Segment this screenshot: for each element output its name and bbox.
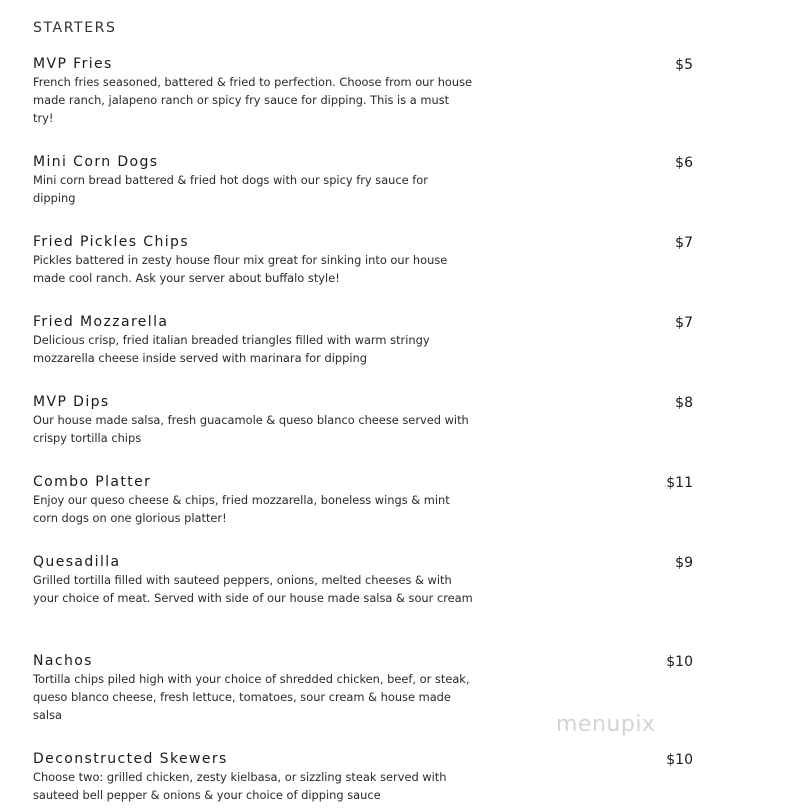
item-name: MVP Fries (33, 56, 113, 72)
item-price: $8 (675, 395, 693, 411)
item-name: MVP Dips (33, 394, 110, 410)
item-price: $9 (675, 555, 693, 571)
item-description: Delicious crisp, fried italian breaded triangles filled with warm stringy mozzarella cheese inside served with marinara for dipping (33, 333, 430, 365)
item-description: Mini corn bread battered & fried hot dogs with our spicy fry sauce for dipping (33, 173, 428, 205)
item-price: $6 (675, 155, 693, 171)
item-description: Enjoy our queso cheese & chips, fried mozzarella, boneless wings & mint corn dogs on one glorious platter! (33, 493, 450, 525)
menu-item (33, 55, 693, 127)
item-name: Quesadilla (33, 554, 121, 570)
item-name: Mini Corn Dogs (33, 154, 159, 170)
item-name: Nachos (33, 653, 93, 669)
item-description: Grilled tortilla filled with sauteed peppers, onions, melted cheeses & with your choice of meat. Served with side of our house made salsa & sour cream (33, 573, 473, 605)
item-description: Our house made salsa, fresh guacamole & queso blanco cheese served with crispy tortilla chips (33, 413, 469, 445)
item-price: $7 (675, 235, 693, 251)
menu-item (33, 233, 693, 287)
item-name: Combo Platter (33, 474, 152, 490)
item-name: Fried Mozzarella (33, 314, 169, 330)
menu-item (33, 473, 693, 527)
menu-item (33, 750, 693, 804)
item-price: $5 (675, 57, 693, 73)
item-price: $10 (666, 752, 693, 768)
item-price: $7 (675, 315, 693, 331)
item-price: $10 (666, 654, 693, 670)
item-price: $11 (666, 475, 693, 491)
menu-item (33, 553, 693, 607)
watermark-logo: menupix (556, 712, 656, 737)
item-name: Fried Pickles Chips (33, 234, 190, 250)
item-description: Choose two: grilled chicken, zesty kielbasa, or sizzling steak served with sauteed bell pepper & onions & your choice of dipping sauce (33, 770, 447, 802)
menu-item (33, 393, 693, 447)
menu-item (33, 153, 693, 207)
menu-item (33, 313, 693, 367)
section-title: STARTERS (33, 20, 117, 36)
item-description: French fries seasoned, battered & fried to perfection. Choose from our house made ranch, jalapeno ranch or spicy fry sauce for dipping. This is a must try! (33, 75, 473, 125)
item-description: Pickles battered in zesty house flour mix great for sinking into our house made cool ranch. Ask your server about buffalo style! (33, 253, 448, 285)
item-description: Tortilla chips piled high with your choice of shredded chicken, beef, or steak, queso blanco cheese, fresh lettuce, tomatoes, sour cream & house made salsa (33, 672, 470, 722)
item-name: Deconstructed Skewers (33, 751, 228, 767)
